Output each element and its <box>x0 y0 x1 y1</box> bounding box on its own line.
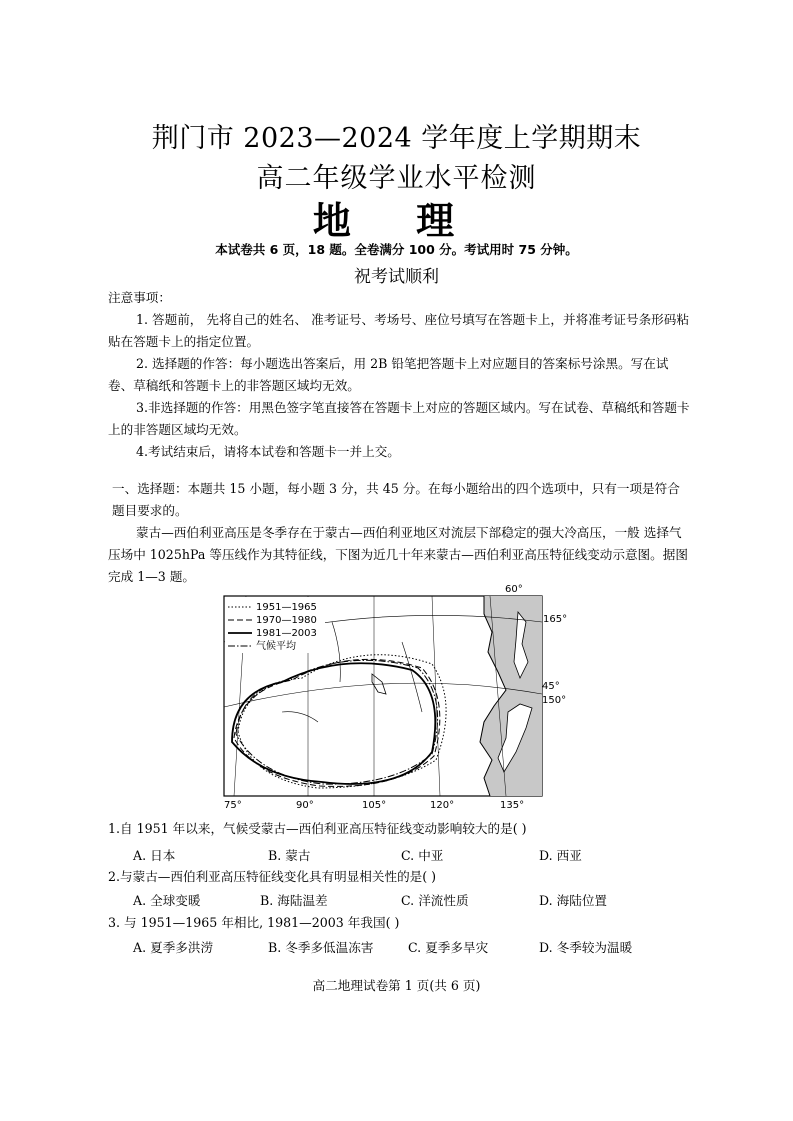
q3-option-d[interactable]: D. 冬季较为温暖 <box>539 940 633 955</box>
q2-option-c[interactable]: C. 洋流性质 <box>401 893 469 908</box>
q1-option-d[interactable]: D. 西亚 <box>539 848 582 863</box>
lon-label-150: 150° <box>542 695 567 706</box>
notice-item-4: 4.考试结束后，请将本试卷和答题卡一并上交。 <box>136 444 400 459</box>
notice-item-3: 3.非选择题的作答：用黑色签字笔直接答在答题卡上对应的答题区域内。写在试卷、草稿纸和答题卡上的非答题区域均无效。 <box>108 400 690 437</box>
question-intro: 蒙古—西伯利亚高压是冬季存在于蒙古—西伯利亚地区对流层下部稳定的强大冷高压，一般 选择气压场中 1025hPa 等压线作为其特征线，下图为近几十年来蒙古—西伯利亚高压特征线变动示意图。据图完成 1—3 题。 <box>108 525 688 584</box>
lon-label-75: 75° <box>224 800 242 811</box>
legend-1951-1965: 1951—1965 <box>256 602 317 613</box>
q2-option-b[interactable]: B. 海陆温差 <box>260 893 328 908</box>
notice-item-2: 2. 选择题的作答：每小题选出答案后，用 2B 铅笔把答题卡上对应题目的答案标号涂黑。写在试卷、草稿纸和答题卡上的非答题区域均无效。 <box>108 356 669 393</box>
notice-title: 注意事项： <box>108 290 171 305</box>
q1-option-c[interactable]: C. 中亚 <box>401 848 444 863</box>
subject-title: 地 理 <box>312 198 481 243</box>
isobar-climate-mean <box>236 660 438 784</box>
lon-label-135: 135° <box>500 800 525 811</box>
question-1-stem: 1.自 1951 年以来，气候受蒙古—西伯利亚高压特征线变动影响较大的是( ) <box>108 821 527 836</box>
good-luck-text: 祝考试顺利 <box>354 267 439 287</box>
q3-option-b[interactable]: B. 冬季多低温冻害 <box>268 940 374 955</box>
lon-label-120: 120° <box>430 800 455 811</box>
section-heading: 一、选择题：本题共 15 小题，每小题 3 分，共 45 分。在每小题给出的四个选项中，只有一项是符合题目要求的。 <box>112 481 680 518</box>
legend-1981-2003: 1981—2003 <box>256 628 317 639</box>
lat-label-60: 60° <box>505 584 523 595</box>
exam-info: 本试卷共 6 页，18 题。全卷满分 100 分。考试用时 75 分钟。 <box>215 242 578 257</box>
q2-option-d[interactable]: D. 海陆位置 <box>539 893 608 908</box>
exam-title-line2: 高二年级学业水平检测 <box>256 163 537 194</box>
legend-climate-mean: 气候平均 <box>256 641 296 652</box>
q3-option-a[interactable]: A. 夏季多洪涝 <box>133 940 214 955</box>
notice-item-1: 1. 答题前， 先将自己的姓名、 准考证号、考场号、座位号填写在答题卡上，并将准考证号条形码粘贴在答题卡上的指定位置。 <box>108 312 689 349</box>
q2-option-a[interactable]: A. 全球变暖 <box>133 893 201 908</box>
q1-option-a[interactable]: A. 日本 <box>133 848 176 863</box>
isobar-1981-2003 <box>232 663 435 784</box>
lon-label-165: 165° <box>543 614 568 625</box>
lon-label-105: 105° <box>362 800 387 811</box>
q1-option-b[interactable]: B. 蒙古 <box>268 848 311 863</box>
question-2-stem: 2.与蒙古—西伯利亚高压特征线变化具有明显相关性的是( ) <box>108 869 437 884</box>
lat-label-45: 45° <box>542 681 560 692</box>
lon-label-90: 90° <box>296 800 314 811</box>
exam-title-line1: 荆门市 2023—2024 学年度上学期期末 <box>151 123 642 154</box>
page-footer: 高二地理试卷第 1 页(共 6 页) <box>312 978 481 993</box>
legend-1970-1980: 1970—1980 <box>256 615 317 626</box>
question-3-stem: 3. 与 1951—1965 年相比, 1981—2003 年我国( ) <box>108 915 400 930</box>
q3-option-c[interactable]: C. 夏季多旱灾 <box>408 940 489 955</box>
siberian-high-map <box>222 582 568 812</box>
